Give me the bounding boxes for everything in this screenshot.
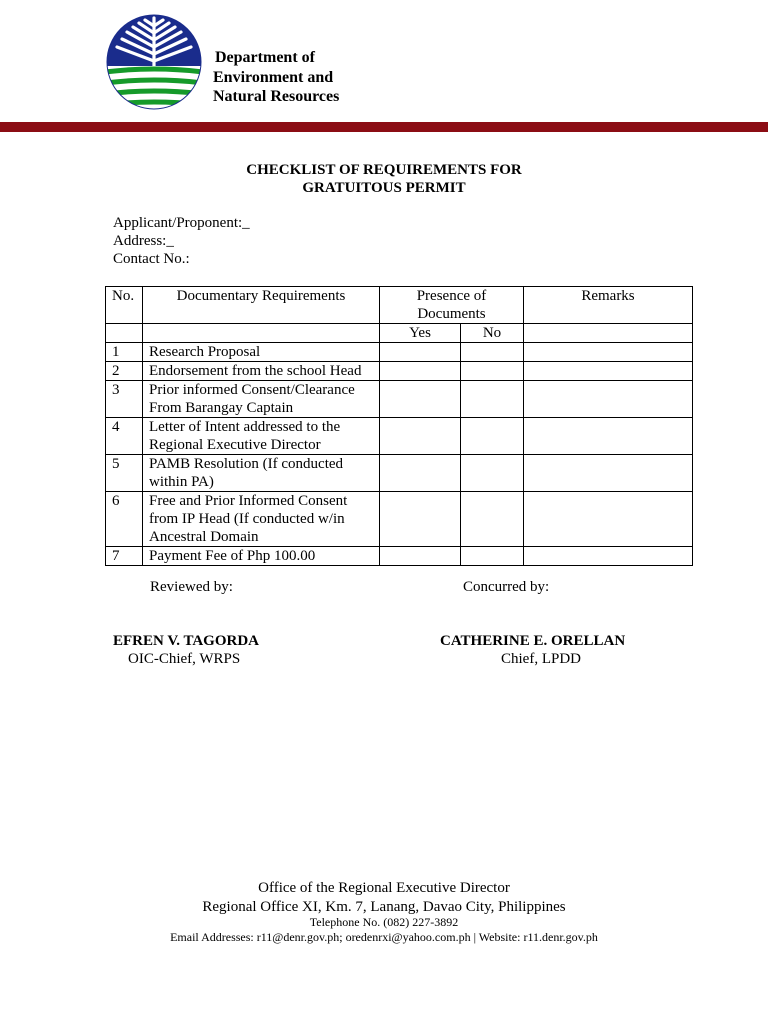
row-requirement	[143, 492, 380, 547]
requirement-text: Research Proposal	[149, 344, 261, 360]
row-number: 1	[106, 343, 143, 362]
denr-logo	[105, 12, 203, 112]
table-row	[106, 362, 693, 381]
row-requirement	[143, 381, 380, 418]
row-yes-cell	[380, 547, 461, 566]
reviewed-by-label: Reviewed by:	[150, 579, 233, 595]
requirement-text: Letter of Intent addressed to the	[149, 419, 341, 435]
row-number: 6	[106, 492, 143, 547]
header-presence	[380, 287, 524, 324]
requirements-body	[106, 343, 693, 566]
document-title-line-1: CHECKLIST OF REQUIREMENTS FOR	[246, 162, 522, 178]
contact-field: Contact No.:	[113, 251, 190, 267]
row-no-cell	[461, 343, 524, 362]
row-requirement	[143, 418, 380, 455]
header-no-col: No	[461, 324, 524, 343]
row-requirement	[143, 455, 380, 492]
table-row	[106, 492, 693, 547]
footer-office: Office of the Regional Executive Director	[258, 880, 510, 896]
table-row	[106, 455, 693, 492]
requirement-text: Prior informed Consent/Clearance	[149, 382, 355, 398]
requirement-text: Ancestral Domain	[149, 529, 259, 545]
row-remarks-cell	[524, 381, 693, 418]
row-requirement	[143, 547, 380, 566]
row-yes-cell	[380, 343, 461, 362]
concurred-by-label: Concurred by:	[463, 579, 550, 595]
row-no-cell	[461, 381, 524, 418]
row-remarks-cell	[524, 547, 693, 566]
row-remarks-cell	[524, 492, 693, 547]
requirement-text: within PA)	[149, 474, 214, 490]
row-number: 5	[106, 455, 143, 492]
header-yes: Yes	[380, 324, 461, 343]
table-header-row	[106, 287, 693, 324]
row-number: 3	[106, 381, 143, 418]
agency-name	[213, 48, 339, 107]
table-row	[106, 343, 693, 362]
row-remarks-cell	[524, 362, 693, 381]
footer-contacts: Email Addresses: r11@denr.gov.ph; oredenrxi@yahoo.com.ph | Website: r11.denr.gov.ph	[170, 930, 598, 944]
row-no-cell	[461, 492, 524, 547]
footer-telephone: Telephone No. (082) 227-3892	[309, 915, 459, 929]
row-yes-cell	[380, 381, 461, 418]
header-remarks: Remarks	[524, 287, 693, 324]
row-yes-cell	[380, 492, 461, 547]
agency-line-2: Environment and	[213, 68, 334, 86]
row-remarks-cell	[524, 343, 693, 362]
reviewer-title: OIC-Chief, WRPS	[128, 651, 241, 667]
row-no-cell	[461, 418, 524, 455]
table-row	[106, 381, 693, 418]
table-subheader-row	[106, 324, 693, 343]
header-presence-line-1: Presence of	[416, 288, 487, 304]
header-divider-bar	[0, 122, 768, 132]
requirement-text: From Barangay Captain	[149, 400, 294, 416]
requirement-text: from IP Head (If conducted w/in	[149, 511, 345, 527]
row-yes-cell	[380, 455, 461, 492]
row-remarks-cell	[524, 418, 693, 455]
agency-line-3: Natural Resources	[213, 88, 340, 105]
header-presence-line-2: Documents	[417, 306, 486, 322]
address-field: Address:_	[113, 233, 174, 249]
row-number: 2	[106, 362, 143, 381]
requirements-table	[105, 286, 693, 566]
row-remarks-cell	[524, 455, 693, 492]
concurrer-title: Chief, LPDD	[501, 651, 581, 667]
header-no: No.	[106, 287, 143, 324]
document-title-line-2: GRATUITOUS PERMIT	[302, 180, 466, 196]
requirement-text: Endorsement from the school Head	[149, 363, 362, 379]
row-yes-cell	[380, 418, 461, 455]
agency-line-1: Department of	[215, 49, 315, 66]
table-row	[106, 547, 693, 566]
requirement-text: PAMB Resolution (If conducted	[149, 456, 344, 472]
requirement-text: Payment Fee of Php 100.00	[149, 548, 316, 564]
row-no-cell	[461, 547, 524, 566]
requirement-text: Free and Prior Informed Consent	[149, 493, 348, 509]
concurrer-name: CATHERINE E. ORELLAN	[440, 633, 626, 649]
row-requirement	[143, 362, 380, 381]
row-number: 4	[106, 418, 143, 455]
table-row	[106, 418, 693, 455]
row-no-cell	[461, 362, 524, 381]
row-requirement	[143, 343, 380, 362]
footer-address: Regional Office XI, Km. 7, Lanang, Davao City, Philippines	[202, 899, 566, 915]
row-yes-cell	[380, 362, 461, 381]
row-no-cell	[461, 455, 524, 492]
requirement-text: Regional Executive Director	[149, 437, 321, 453]
row-number: 7	[106, 547, 143, 566]
reviewer-name: EFREN V. TAGORDA	[113, 633, 260, 649]
header-requirements: Documentary Requirements	[143, 287, 380, 324]
applicant-fields	[113, 214, 250, 268]
applicant-field: Applicant/Proponent:_	[113, 215, 250, 231]
